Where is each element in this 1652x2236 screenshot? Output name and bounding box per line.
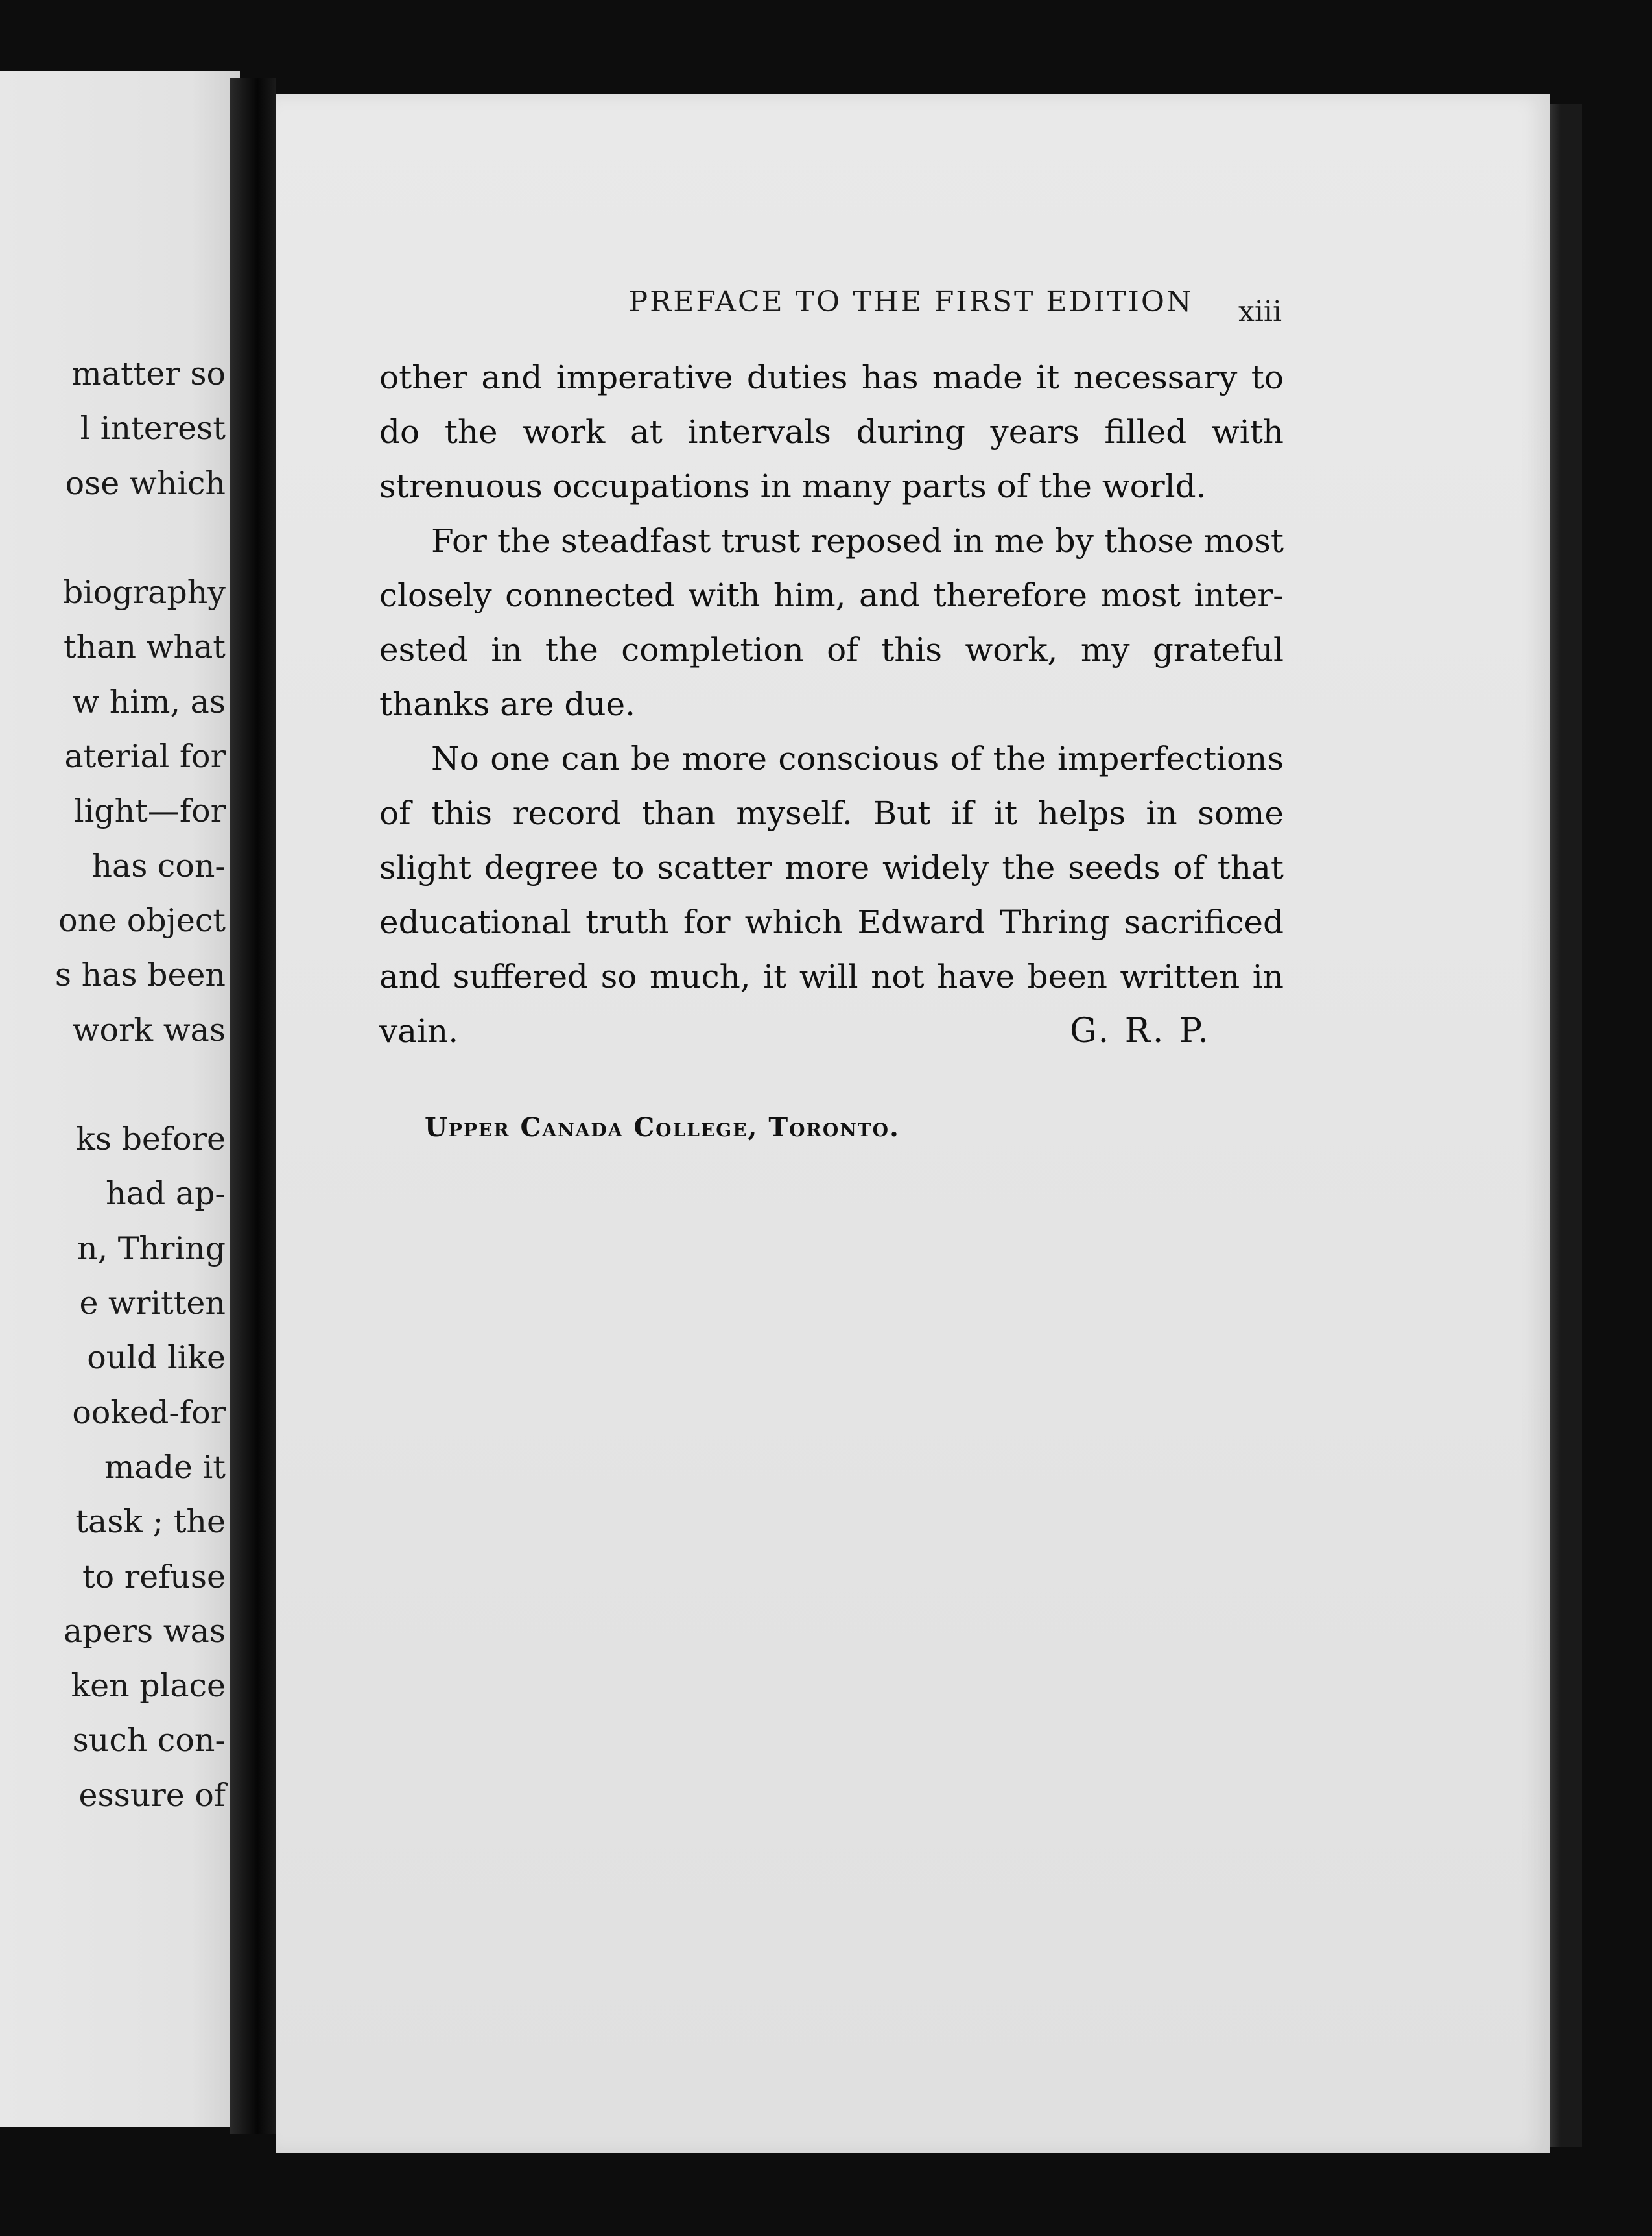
left-line: to refuse <box>82 1558 226 1595</box>
left-line: ks before <box>76 1121 226 1158</box>
running-head: PREFACE TO THE FIRST EDITION <box>628 285 1194 318</box>
text-line: educational truth for which Edward Thring sacrificed <box>379 903 1284 941</box>
left-line: apers was <box>63 1612 226 1650</box>
left-line: has con- <box>91 847 226 885</box>
signature-initials: G. R. P. <box>1070 1012 1211 1051</box>
text-line: slight degree to scatter more widely the seeds of that <box>379 849 1284 886</box>
left-line: task ; the <box>75 1503 226 1541</box>
left-line: such con- <box>72 1722 226 1759</box>
left-line: w him, as <box>72 683 226 720</box>
left-line: one object <box>58 901 226 939</box>
page-number: xiii <box>1238 295 1282 328</box>
book-gutter <box>230 78 276 2134</box>
left-line: n, Thring <box>77 1230 226 1267</box>
text-line: of this record than myself. But if it helps in some <box>379 794 1284 832</box>
text-line: closely connected with him, and therefore most inter- <box>379 577 1284 614</box>
left-page-text <box>0 347 226 1823</box>
left-facing-page <box>0 71 240 2127</box>
text-line: thanks are due. <box>379 685 636 723</box>
text-line: and suffered so much, it will not have been written in <box>379 958 1284 995</box>
left-line: biography <box>62 574 226 612</box>
text-line: strenuous occupations in many parts of the world. <box>379 468 1207 505</box>
left-line: l interest <box>80 410 226 447</box>
text-line: ested in the completion of this work, my grateful <box>379 631 1284 669</box>
left-line: light—for <box>73 792 226 830</box>
left-line: work was <box>72 1011 226 1049</box>
body-text <box>379 350 1284 1058</box>
left-line: had ap- <box>106 1175 226 1213</box>
left-line: ooked-for <box>72 1394 226 1431</box>
text-line: No one can be more conscious of the imperfections <box>431 740 1284 778</box>
left-line: ould like <box>87 1339 226 1377</box>
left-line: matter so <box>71 355 226 392</box>
left-line: s has been <box>54 957 226 994</box>
left-line: essure of <box>78 1776 226 1814</box>
text-line: do the work at intervals during years filled with <box>379 413 1284 451</box>
left-line: made it <box>104 1448 226 1486</box>
dateline: Upper Canada College, Toronto. <box>425 1112 900 1143</box>
text-line: vain. <box>379 1012 459 1050</box>
left-line: ken place <box>71 1667 226 1705</box>
left-line-gap <box>0 511 226 565</box>
left-line: e written <box>79 1285 226 1322</box>
left-line: than what <box>63 628 226 666</box>
text-line: For the steadfast trust reposed in me by those most <box>431 522 1284 560</box>
left-line: aterial for <box>64 738 226 776</box>
left-line-gap <box>0 1058 226 1112</box>
left-line: ose which <box>65 464 226 502</box>
text-line: other and imperative duties has made it necessary to <box>379 359 1284 396</box>
